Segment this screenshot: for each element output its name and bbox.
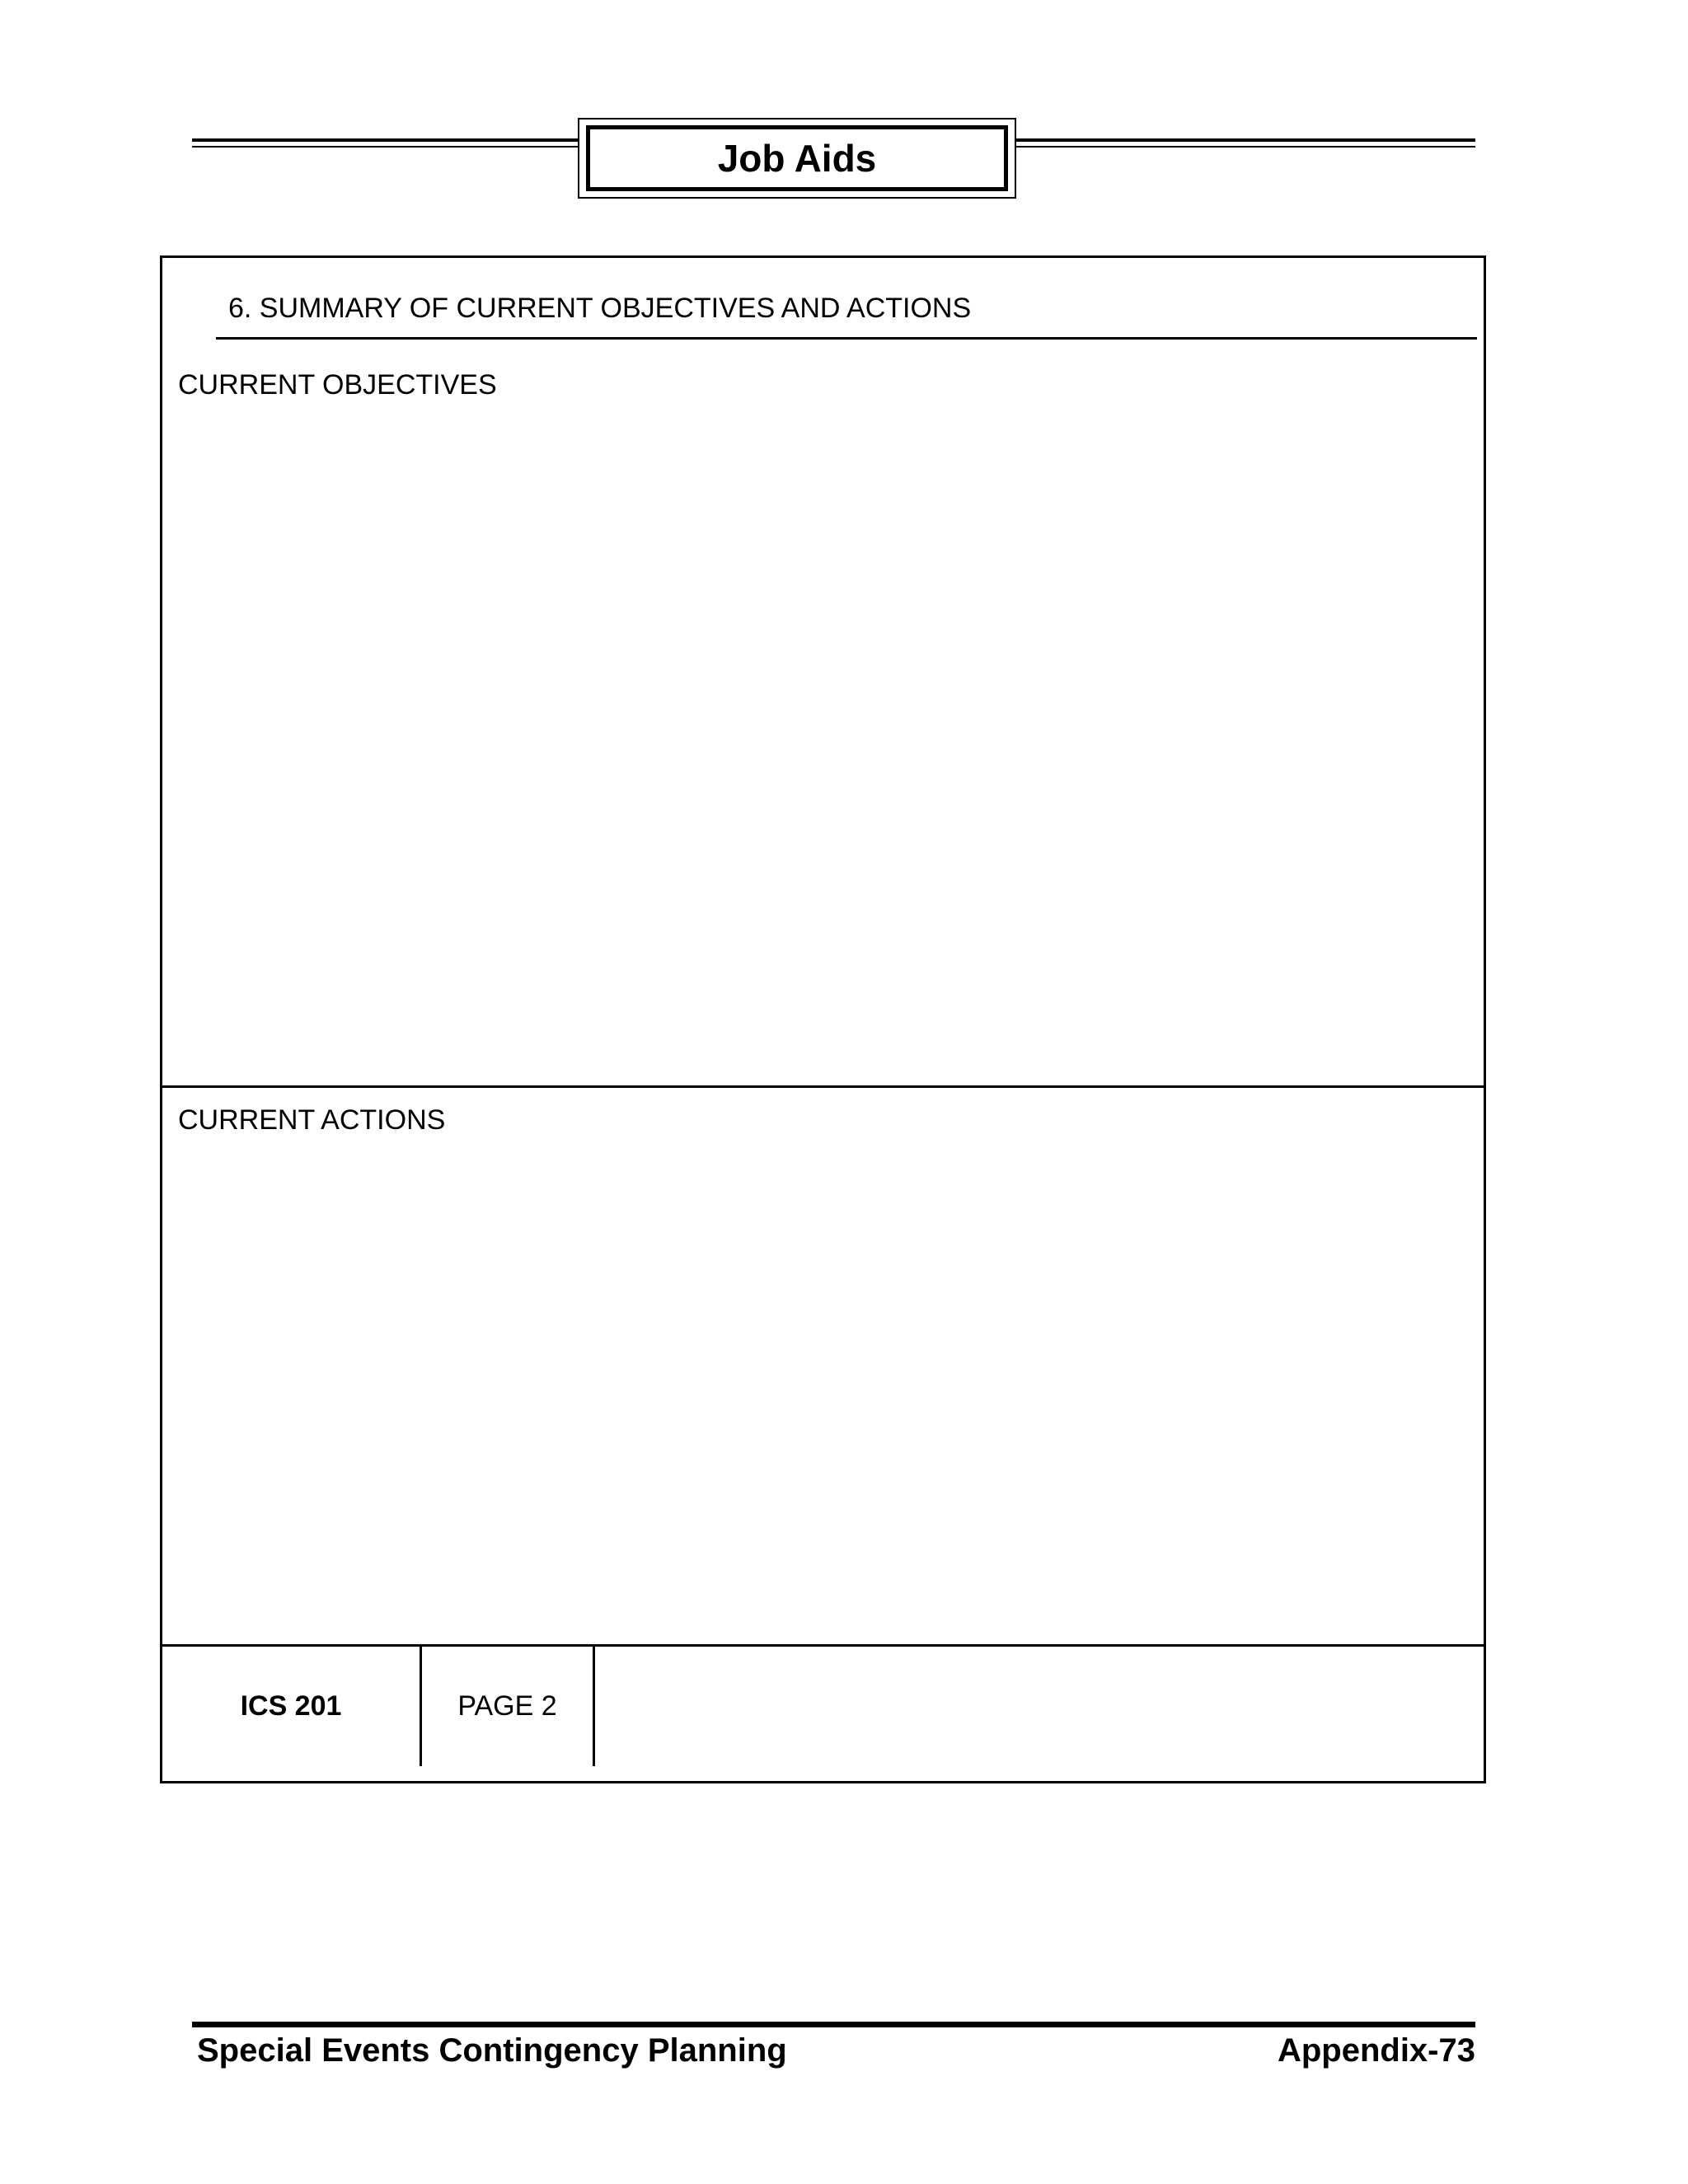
objectives-divider bbox=[162, 1085, 1484, 1088]
form-footer-row bbox=[162, 1647, 1484, 1766]
ics-201-form bbox=[160, 255, 1486, 1783]
section-title: 6. SUMMARY OF CURRENT OBJECTIVES AND ACTIONS bbox=[228, 293, 972, 324]
page-number: Appendix-73 bbox=[1277, 2032, 1475, 2069]
header-rule-right bbox=[1015, 138, 1475, 148]
document-title: Special Events Contingency Planning bbox=[197, 2032, 787, 2069]
footer-rule bbox=[192, 2022, 1475, 2027]
page-number-cell: PAGE 2 bbox=[422, 1647, 595, 1766]
current-actions-label: CURRENT ACTIONS bbox=[178, 1104, 446, 1136]
blank-cell bbox=[595, 1647, 1484, 1766]
form-id-cell: ICS 201 bbox=[162, 1647, 422, 1766]
title-divider bbox=[216, 337, 1477, 340]
header-title: Job Aids bbox=[586, 125, 1008, 191]
header-rule-left bbox=[192, 138, 579, 148]
current-objectives-label: CURRENT OBJECTIVES bbox=[178, 369, 497, 401]
